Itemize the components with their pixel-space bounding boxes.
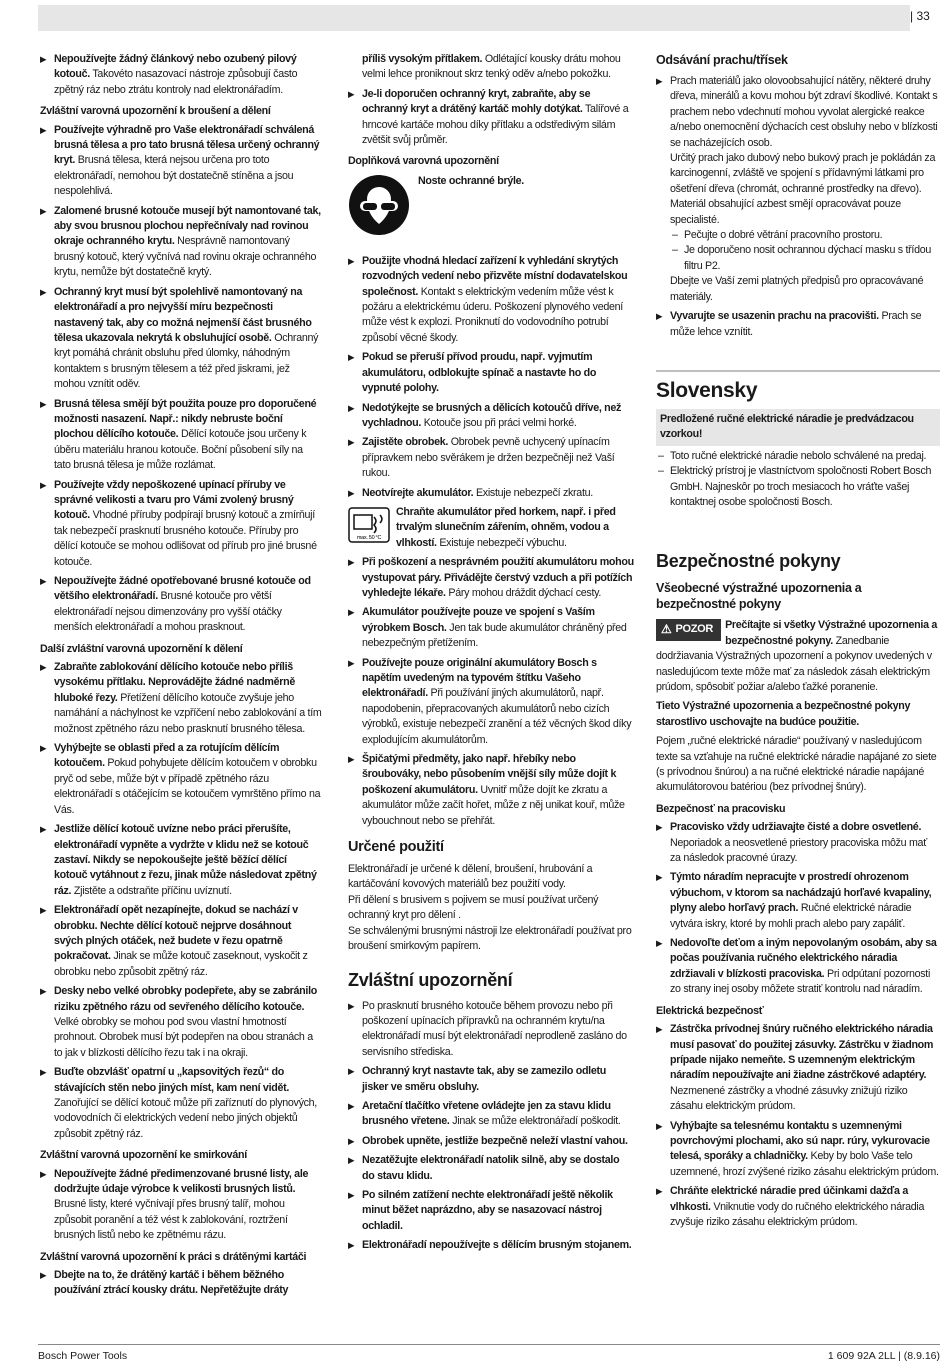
section-heading: Určené použití — [348, 839, 444, 856]
footer-right: 1 609 92A 2LL | (8.9.16) — [827, 1350, 940, 1362]
list-item: ▶ Chráňte elektrické náradie pred účinkami dažďa a vlhkosti. Vniknutie vody do ručného elektrického náradia zvyšuje riziko zásahu elektrickým prúdom. — [656, 1184, 940, 1230]
list-item: ▶ Používejte výhradně pro Vaše elektronářadí schválená brusná tělesa a pro tato brusná tělesa určený ochranný kryt. Brusná tělesa, která nejsou určena pro toto elektronářadí, nemohou být dostatečně stíněna a jsou nespolehlivá. — [40, 123, 322, 200]
column-1 — [40, 52, 322, 1303]
list-item: ▶ Použijte vhodná hledací zařízení k vyhledání skrytých rozvodných vedení nebo přizvěte místní dodavatelskou společnost. Kontakt s elektrickým vedením může vést k požáru a elektrickému úderu. Poškození plynového vedení může vést k explozi. Proniknutí do vodovodního potrubí způsobí věcné škody. — [348, 254, 634, 346]
demo-notice: Predložené ručné elektrické náradie je predvádzacou vzorkou! — [656, 409, 940, 446]
list-item: ▶ Zajistěte obrobek. Obrobek pevně uchycený upínacím přípravkem nebo svěrákem je držen bezpečněji než Vaší rukou. — [348, 435, 634, 481]
list-item: ▶ Používejte vždy nepoškozené upínací příruby ve správné velikosti a tvaru pro Vámi zvolený brusný kotouč. Vhodné příruby podpírají brusný kotouč a zmírňují tak nebezpečí prasknutí brusného kotouče. Příruby pro dělící kotouče se mohou odlišovat od přírub pro jiné brusné kotouče. — [40, 478, 322, 570]
list-item: ▶ Vyhýbajte sa telesnému kontaktu s uzemnenými povrchovými plochami, ako sú napr. rúry, vykurovacie telesá, sporáky a chladničky. Keby by bolo Vaše telo uzemnené, hrozí zvýšené riziko zásahu elektrickým prúdom. — [656, 1119, 940, 1181]
list-item: ▶ Dbejte na to, že drátěný kartáč i během běžného používání ztrácí kousky drátu. Nepřetěžujte dráty — [40, 1268, 322, 1299]
header-bar — [38, 5, 910, 31]
subsection-heading: Všeobecné výstražné upozornenia a bezpečnostné pokyny — [656, 581, 862, 612]
list-item: ▶ Jestliže dělící kotouč uvízne nebo práci přerušíte, elektronářadí vypněte a vydržte v klidu než se kotouč zastaví. Nikdy se nepokoušejte ještě běžící dělící kotouč vytáhnout z řezu, jinak může následovat zpětný ráz. Zjistěte a odstraňte příčinu uvíznutí. — [40, 822, 322, 899]
list-item: ▶ Nezatěžujte elektronářadí natolik silně, aby se dostalo do stavu klidu. — [348, 1153, 634, 1184]
section-heading: Bezpečnosť na pracovisku — [656, 802, 786, 815]
list-item: ▶ Ochranný kryt musí být spolehlivě namontovaný na elektronářadí a pro nejvyšší míru bezpečnosti nastavený tak, aby co možná nejmenší část brusného tělesa ukazovala nekrytá k obsluhující osobě. Ochranný kryt pomáhá chránit obsluhu před úlomky, náhodným kontaktem s brusným tělesem a též před jiskrami, jež mohou vznítit oděv. — [40, 285, 322, 393]
list-item: ▶ Pokud se přeruší přívod proudu, např. vyjmutím akumulátoru, odblokujte spínač a nastavte ho do vypnuté polohy. — [348, 350, 634, 396]
paragraph-bold: Tieto Výstražné upozornenia a bezpečnostné pokyny starostlivo uschovajte na budúce použitie. — [656, 700, 911, 728]
list-item: ▶ Nedotýkejte se brusných a dělicích kotoučů dříve, než vychladnou. Kotouče jsou při práci velmi horké. — [348, 401, 634, 432]
list-item: ▶ Vyhýbejte se oblasti před a za rotujícím dělícím kotoučem. Pokud pohybujete dělícím kotoučem v obrobku pryč od sebe, může být v případě zpětného rázu elektronářadí s otáčejícím se kotoučem vymrštěno přímo na Vás. — [40, 741, 322, 818]
list-item: ▶ Desky nebo velké obrobky podepřete, aby se zabránilo riziku zpětného rázu od sevřeného dělícího kotouče. Velké obrobky se mohou pod svou vlastní hmotností prohnout. Obrobek musí být podepřen na obou stranách a to jak v blízkosti dělícího řezu tak i na okraji. — [40, 984, 322, 1061]
list-item: ▶ Nedovoľte deťom a iným nepovolaným osobám, aby sa počas používania ručného elektrického náradia zdržiavali v blízkosti pracoviska. Pri odpútaní pozornosti zo strany inej osoby môžete stratiť kontrolu nad náradím. — [656, 936, 940, 998]
paragraph: Se schválenými brusnými nástroji lze elektronářadí používat pro broušení smirkovým papírem. — [348, 924, 632, 953]
footer-rule — [38, 1344, 940, 1345]
section-heading: Odsávání prachu/třísek — [656, 53, 788, 67]
warning-paragraph: ⚠ POZOR Prečítajte si všetky Výstražné upozornenia a bezpečnostné pokyny. Zanedbanie dodržiavania Výstražných upozornení a pokynov uvedených v nasledujúcom texte môže mať za následok zásah elektrickým prúdom, spôsobiť požiar a/alebo ťažké poranenie. — [656, 619, 938, 693]
section-heading: Další zvláštní varovná upozornění k dělení — [40, 642, 243, 655]
goggles-notice — [348, 174, 634, 236]
dash-item: – Je doporučeno nosit ochrannou dýchací masku s třídou filtru P2. — [670, 243, 940, 274]
list-item: ▶ Špičatými předměty, jako např. hřebíky nebo šroubováky, nebo působením vnější síly může dojít k poškození akumulátoru. Uvnitř může dojít ke zkratu a akumulátor může začít hořet, může z něj unikat kouř, může vybouchnout nebo se přehřát. — [348, 752, 634, 829]
section-heading: Bezpečnostné pokyny — [656, 551, 841, 572]
list-item: ▶ Akumulátor používejte pouze ve spojení s Vaším výrobkem Bosch. Jen tak bude akumulátor chráněný před nebezpečným přetížením. — [348, 605, 634, 651]
list-item: ▶ Buďte obzvlášť opatrní u „kapsovitých řezů“ do stávajících stěn nebo jiných míst, kam není vidět. Zanořující se dělící kotouč může při zaříznutí do plynových, vodovodních či elektrických vedení nebo jiných objektů způsobit zpětný ráz. — [40, 1065, 322, 1142]
language-divider — [656, 370, 940, 372]
list-item: ▶ Aretační tlačítko vřetene ovládejte jen za stavu klidu brusného vřetene. Jinak se může elektronářadí poškodit. — [348, 1099, 634, 1130]
battery-text: Chraňte akumulátor před horkem, např. i před trvalým slunečním zářením, ohněm, vodou a vlhkostí. Existuje nebezpečí výbuchu. — [396, 505, 616, 549]
safety-goggles-icon — [348, 174, 410, 236]
list-item: ▶ Týmto náradím nepracujte v prostredí ohrozenom výbuchom, v ktorom sa nachádzajú horľavé kvapaliny, plyny alebo horľavý prach. Ručné elektrické náradie vytvára iskry, ktoré by mohli prach alebo pary zapáliť. — [656, 870, 940, 932]
list-item: ▶ Nepoužívejte žádné opotřebované brusné kotouče od většího elektronářadí. Brusné kotouče pro větší elektronářadí nejsou dimenzovány pro vyšší otáčky menších elektronářadí a mohou prasknout. — [40, 574, 322, 636]
dash-item: – Pečujte o dobré větrání pracovního prostoru. — [670, 228, 940, 243]
list-item: ▶ Po silném zatížení nechte elektronářadí ještě několik minut běžet naprázdno, aby se nasazovací nástroj ochladil. — [348, 1188, 634, 1234]
dash-item: – Elektrický prístroj je vlastníctvom spoločnosti Robert Bosch GmbH. Najneskôr po troch mesiacoch ho vráťte vašej kontaktnej osobe spoločnosti Bosch. — [656, 464, 940, 510]
section-heading: Elektrická bezpečnosť — [656, 1004, 764, 1017]
page-number: | 33 — [910, 9, 930, 23]
battery-notice — [348, 505, 634, 551]
paragraph-continued: příliš vysokým přítlakem. Odlétající kousky drátu mohou velmi lehce proniknout skrz tenký oděv a/nebo pokožku. — [362, 53, 621, 81]
battery-icon-label: max. 50 °C — [356, 534, 382, 541]
section-heading: Zvláštní varovná upozornění k práci s drátěnými kartáči — [40, 1250, 307, 1263]
list-item: ▶ Zalomené brusné kotouče musejí být namontované tak, aby svou brusnou plochou nepřečnívaly nad rovinou okraje ochranného krytu. Nesprávně namontovaný brusný kotouč, který vyčnívá nad rovinu okraje ochranného krytu, nemůže být dostatečně krytý. — [40, 204, 322, 281]
column-3 — [656, 52, 940, 1234]
list-item: ▶ Zástrčka prívodnej šnúry ručného elektrického náradia musí pasovať do použitej zásuvky. Zástrčku v žiadnom prípade nijako nemeňte. S uzemneným elektrickým náradím nepoužívajte ani žiadne zástrčkové adaptéry. Nezmenené zástrčky a vhodné zásuvky znižujú riziko zásahu elektrickým prúdom. — [656, 1022, 940, 1114]
section-heading: Zvláštní upozornění — [348, 969, 513, 990]
footer-left: Bosch Power Tools — [38, 1350, 128, 1362]
list-item: ▶ Ochranný kryt nastavte tak, aby se zamezilo odletu jisker ve směru obsluhy. — [348, 1064, 634, 1095]
paragraph: Elektronářadí je určené k dělení, broušení, hrubování a kartáčování kovových materiálů bez použití vody. — [348, 863, 593, 891]
list-item: ▶ Elektronářadí nepoužívejte s dělícím brusným stojanem. — [348, 1238, 634, 1253]
pozor-badge: ⚠ POZOR — [656, 619, 721, 640]
list-item: ▶ Brusná tělesa smějí být použita pouze pro doporučené možnosti nasazení. Např.: nikdy nebruste boční plochou dělícího kotouče. Dělící kotouče jsou určeny k úběru materiálu hranou kotouče. Boční působení síly na tato brusná tělesa je může rozlámat. — [40, 397, 322, 474]
list-item: ▶ Elektronářadí opět nezapínejte, dokud se nachází v obrobku. Nechte dělící kotouč nejprve dosáhnout svých plných otáček, než budete v řezu opatrně pokračovat. Jinak se může kotouč zaseknout, vyskočit z obrobku nebo způsobit zpětný ráz. — [40, 903, 322, 980]
goggles-text: Noste ochranné brýle. — [418, 174, 524, 187]
list-item: ▶ Je-li doporučen ochranný kryt, zabraňte, aby se ochranný kryt a drátěný kartáč mohly dotýkat. Talířové a hrncové kartáče mohou díky přítlaku a odstředivým silám zvětšit svůj průměr. — [348, 87, 634, 149]
section-heading: Doplňková varovná upozornění — [348, 155, 499, 168]
list-item: ▶ Pracovisko vždy udržiavajte čisté a dobre osvetlené. Neporiadok a neosvetlené priestory pracoviska môžu mať za následok pracovné úrazy. — [656, 820, 940, 866]
section-heading: Zvláštní varovná upozornění k broušení a dělení — [40, 105, 271, 118]
list-item: ▶ Prach materiálů jako olovoobsahující nátěry, některé druhy dřeva, minerálů a kovu mohou být zdraví škodlivé. Kontakt s prachem nebo vdechnutí mohou vyvolat alergické reakce a/nebo onemocnění dýchacích cest obsluhy nebo v blízkosti se nacházejících osob. Určitý prach jako dubový nebo bukový prach je pokládán za karcinogenní, zvláště ve spojení s přídavnými látkami pro ošetření dřeva (chromát, ochranné prostředky na dřevo). Materiál obsahující azbest smějí opracovávat pouze specialisté. – Pečujte o dobré větrání pracovního prostoru. – Je doporučeno nosit ochrannou dýchací masku s třídou filtru P2. Dbejte ve Vaší zemi platných předpisů pro opracovávané materiály. — [656, 74, 940, 305]
section-heading: Zvláštní varovná upozornění ke smirkování — [40, 1149, 247, 1162]
list-item: ▶ Neotvírejte akumulátor. Existuje nebezpečí zkratu. — [348, 486, 634, 501]
dash-item: – Toto ručné elektrické náradie nebolo schválené na predaj. — [656, 449, 940, 464]
list-item: ▶ Používejte pouze originální akumulátory Bosch s napětím uvedeným na typovém štítku Vašeho elektronářadí. Při používání jiných akumulátorů, např. napodobenin, přepracovaných akumulátorů nebo cizích výrobků, existuje nebezpečí zranění a též věcných škod díky explodujícím akumulátorům. — [348, 656, 634, 748]
battery-heat-warning-icon — [348, 507, 390, 543]
list-item: ▶ Zabraňte zablokování dělícího kotouče nebo příliš vysokému přítlaku. Neprovádějte žádné nadměrně hluboké řezy. Přetížení dělícího kotouče zvyšuje jeho namáhání a náchylnost ke vzpříčení nebo zablokování a tím možnost zpětného rázu nebo prasknutí brusného tělesa. — [40, 660, 322, 737]
list-item: ▶ Nepoužívejte žádné předimenzované brusné listy, ale dodržujte údaje výrobce k velikosti brusných listů. Brusné listy, které vyčnívají přes brusný talíř, mohou způsobit poranění a též vést k zablokování, roztržení brusných listů nebo ke zpětnému rázu. — [40, 1167, 322, 1244]
list-item: ▶ Po prasknutí brusného kotouče během provozu nebo při poškození upínacích přípravků na ochranném krytu/na elektronářadí musí být elektronářadí neprodleně zasláno do servisního střediska. — [348, 999, 634, 1061]
list-item: ▶ Nepoužívejte žádný článkový nebo ozubený pilový kotouč. Takovéto nasazovací nástroje způsobují často zpětný ráz nebo ztrátu kontroly nad elektronářadím. — [40, 52, 322, 98]
column-2 — [348, 52, 634, 1258]
list-item: ▶ Obrobek upněte, jestliže bezpečně neleží vlastní vahou. — [348, 1134, 634, 1149]
list-item: ▶ Při poškození a nesprávném použití akumulátoru mohou vystupovat páry. Přivádějte čerstvý vzduch a při potížích vyhledejte lékaře. Páry mohou dráždit dýchací cesty. — [348, 555, 634, 601]
list-item: ▶ Vyvarujte se usazenin prachu na pracovišti. Prach se může lehce vznítit. — [656, 309, 940, 340]
warning-triangle-icon: ⚠ — [661, 622, 672, 637]
paragraph: Při dělení s brusivem s pojivem se musí používat určený ochranný kryt pro dělení . — [348, 893, 599, 922]
paragraph: Pojem „ručné elektrické náradie“ používaný v nasledujúcom texte sa vzťahuje na ručné elektrické náradie napájané zo siete (s prívodnou šnúrou) a na ručné elektrické náradie napájané akumulátorovou batériou (bez prívodnej šnúry). — [656, 735, 937, 794]
language-title: Slovensky — [656, 378, 758, 402]
